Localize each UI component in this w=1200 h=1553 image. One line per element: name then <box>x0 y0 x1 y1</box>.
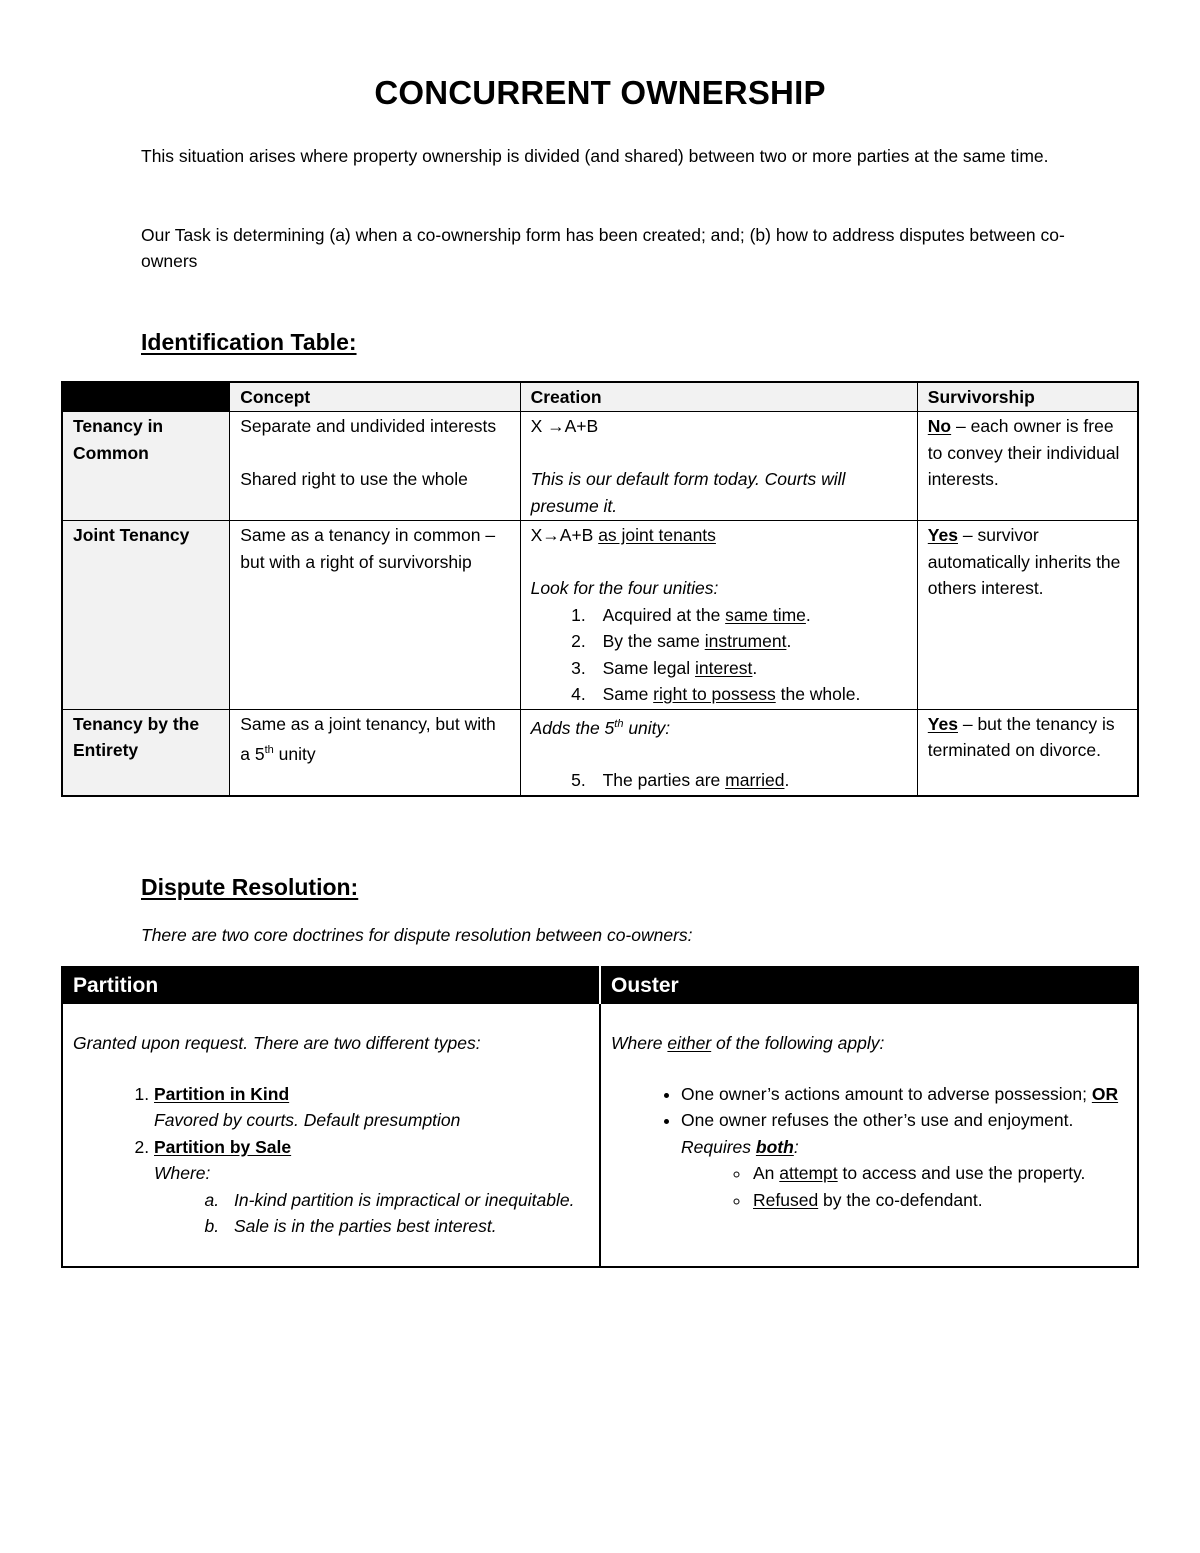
dispute-table <box>61 966 1139 1268</box>
sale-conditions-list <box>154 1187 589 1240</box>
tbe-creation-intro: Adds the 5th unity: <box>530 717 671 738</box>
partition-header: Partition <box>62 967 600 1004</box>
jt-concept-cell: Same as a tenancy in common – but with a right of survivorship <box>230 521 520 710</box>
requirement-item: ◦ An attempt to access and use the property. <box>751 1160 1127 1187</box>
unity-item: 3. Same legal interest. <box>591 655 907 682</box>
tbe-survivorship-text: – but the tenancy is terminated on divorce. <box>927 713 1115 760</box>
tbe-creation-cell <box>520 709 917 796</box>
identification-heading: Identification Table: <box>141 329 357 355</box>
unities-list <box>531 602 907 708</box>
requires-both-line: Requires both: <box>681 1136 799 1157</box>
tic-creation-formula: X →A+B <box>530 416 599 436</box>
partition-type-item <box>154 1081 589 1134</box>
unity-item: 4. Same right to possess the whole. <box>591 681 907 708</box>
unity-item: 2. By the same instrument. <box>591 628 907 655</box>
unity-item: 5. The parties are married. <box>591 767 907 794</box>
header-corner-cell <box>62 382 230 412</box>
requirements-list <box>681 1160 1127 1213</box>
dispute-body-row <box>62 1004 1138 1267</box>
dispute-heading: Dispute Resolution: <box>141 874 359 900</box>
tic-concept-line-1: Separate and undivided interests <box>240 416 497 436</box>
jt-survivorship-cell <box>917 521 1138 710</box>
partition-cell <box>62 1004 600 1267</box>
tbe-survivorship-key: Yes <box>927 713 958 734</box>
partition-by-sale-label: Partition by Sale <box>154 1136 292 1157</box>
jt-formula-underlined: as joint tenants <box>598 525 716 545</box>
ouster-condition-item: • One owner’s actions amount to adverse possession; OR <box>681 1081 1127 1108</box>
table-row-joint-tenancy <box>62 521 1138 710</box>
dispute-header-row <box>62 967 1138 1004</box>
table-row-tenancy-in-common <box>62 412 1138 521</box>
column-header-creation: Creation <box>520 382 917 412</box>
partition-type-item <box>154 1134 589 1240</box>
column-header-concept: Concept <box>230 382 520 412</box>
partition-types-list <box>73 1081 589 1240</box>
partition-in-kind-note: Favored by courts. Default presumption <box>154 1110 461 1130</box>
intro-paragraph-1: This situation arises where property ownership is divided (and shared) between two or more parties at the same time. <box>141 146 1049 166</box>
ouster-cell <box>600 1004 1138 1267</box>
intro-paragraph-2: Our Task is determining (a) when a co-ownership form has been created; and; (b) how to address disputes between co-owners <box>141 225 1065 271</box>
page-title: CONCURRENT OWNERSHIP <box>374 74 826 111</box>
table-row-tenancy-by-entirety <box>62 709 1138 796</box>
row-label-tenancy-in-common: Tenancy in Common <box>62 412 230 521</box>
row-label-tenancy-by-entirety: Tenancy by the Entirety <box>62 709 230 796</box>
partition-by-sale-where: Where: <box>154 1163 211 1183</box>
jt-unities-intro: Look for the four unities: <box>530 578 719 598</box>
unity-item: 1. Acquired at the same time. <box>591 602 907 629</box>
sale-condition-item: b. Sale is in the parties best interest. <box>224 1213 589 1240</box>
tic-survivorship-key: No <box>927 416 952 436</box>
ouster-conditions-list <box>611 1081 1127 1214</box>
requirement-item: ◦ Refused by the co-defendant. <box>751 1187 1127 1214</box>
row-label-joint-tenancy: Joint Tenancy <box>62 521 230 710</box>
tic-creation-note: This is our default form today. Courts will presume it. <box>530 469 846 516</box>
tic-creation-cell <box>520 412 917 521</box>
jt-creation-formula <box>531 522 907 549</box>
identification-table <box>61 381 1139 797</box>
jt-creation-cell <box>520 521 917 710</box>
column-header-survivorship: Survivorship <box>917 382 1138 412</box>
ouster-intro: Where either of the following apply: <box>611 1033 885 1053</box>
sale-condition-item: a. In-kind partition is impractical or inequitable. <box>224 1187 589 1214</box>
tic-survivorship-text: – each owner is free to convey their individual interests. <box>927 416 1120 489</box>
tic-concept-line-2: Shared right to use the whole <box>240 469 468 489</box>
partition-intro: Granted upon request. There are two different types: <box>73 1033 481 1053</box>
tic-survivorship-cell <box>917 412 1138 521</box>
jt-survivorship-text: – survivor automatically inherits the others interest. <box>927 525 1121 598</box>
ouster-header: Ouster <box>600 967 1138 1004</box>
ouster-condition-item: • One owner refuses the other’s use and enjoyment. Requires both: ◦ An attempt to access and use the property. ◦ Refused by the co-defendant. <box>681 1107 1127 1213</box>
tbe-concept-cell: Same as a joint tenancy, but with a 5th unity <box>230 709 520 796</box>
jt-survivorship-key: Yes <box>927 525 958 545</box>
jt-formula-text: X→A+B <box>530 525 599 545</box>
table-header-row <box>62 382 1138 412</box>
tic-concept-cell <box>230 412 520 521</box>
tbe-survivorship-cell <box>917 709 1138 796</box>
dispute-intro: There are two core doctrines for dispute resolution between co-owners: <box>141 925 693 945</box>
fifth-unity-list <box>531 767 907 794</box>
partition-in-kind-label: Partition in Kind <box>154 1083 290 1104</box>
